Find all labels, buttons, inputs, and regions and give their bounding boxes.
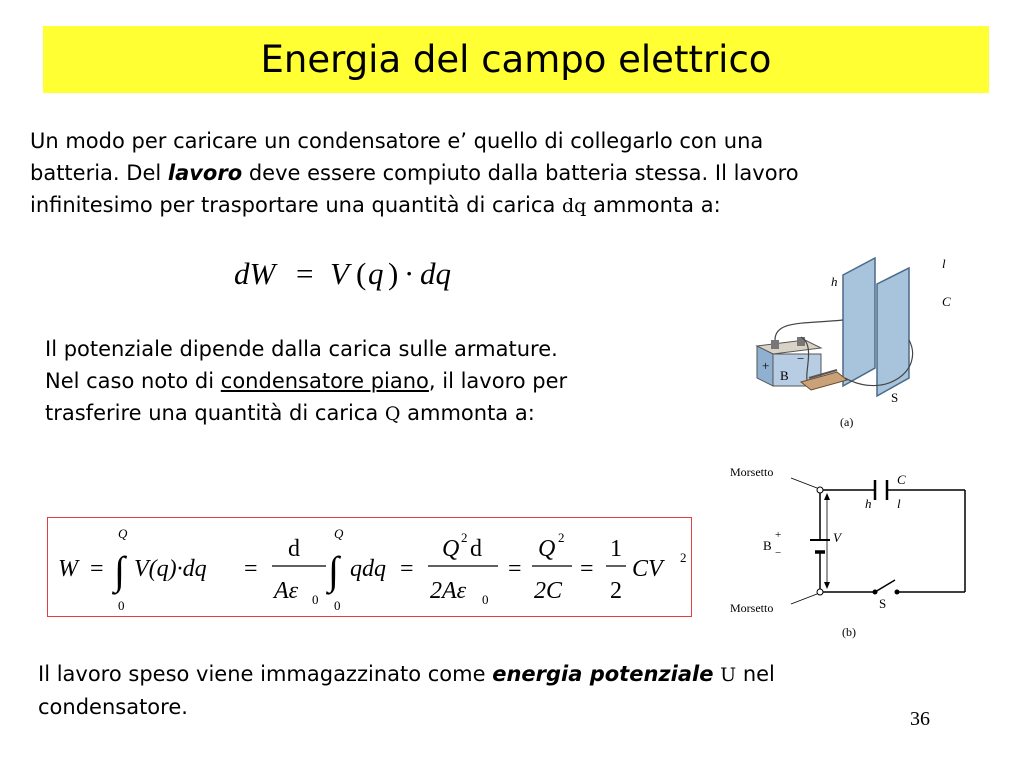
voltage-arrow-head-top [824,493,830,500]
f-eq4: = [508,556,522,582]
f-int1-upper: Q [118,526,128,541]
fig-a-label-plus: + [762,358,770,373]
intro-line3b: ammonta a: [586,193,721,217]
conclusion-paragraph [38,658,958,723]
f-eq2: = [244,556,258,582]
energy-formula [48,518,691,616]
fig-a-caption: (a) [840,415,854,429]
conclusion-line1a: Il lavoro speso viene immagazzinato come [38,662,493,686]
para2-line1: Il potenziale dipende dalla carica sulle armature. [45,337,558,361]
pointer-top [791,478,817,488]
f-int1-sign: ∫ [114,548,125,593]
fig-b-label-C: C [897,472,906,487]
f-frac1-den: Aε [274,578,299,604]
f-frac3-num: Q [538,536,556,562]
battery-terminal-plus [771,340,779,349]
f-eq5: = [580,556,594,582]
f-eq1: = [90,556,104,582]
wire-battery-plate [775,320,843,340]
fig-a-label-B: B [780,368,789,383]
f-final-exp: 2 [680,550,687,565]
eq1-rparen: ) [388,256,399,291]
switch-symbol-lever [875,580,895,592]
eq1-q: q [368,256,384,291]
figure-b-schematic [725,460,990,645]
fig-b-label-plus: + [775,529,782,541]
f-W: W [58,556,78,582]
fig-b-caption: (b) [842,625,856,639]
fig-a-label-l: l [942,256,946,271]
fig-b-label-B: B [763,538,772,553]
conclusion-line2: condensatore. [38,695,188,719]
eq1-dot: · [404,256,415,291]
f-frac2-d: d [470,536,482,562]
f-integrand2: qdq [350,556,386,582]
fig-a-label-minus: − [797,351,805,366]
intro-var-dq: dq [561,195,587,217]
para2-line2b: , il lavoro per [428,369,568,393]
f-int2-sign: ∫ [328,548,339,593]
fig-b-terminal-top: Morsetto [730,465,774,479]
fig-a-label-C: C [942,294,951,309]
figure-a-capacitor-circuit [745,250,975,435]
intro-line2b: deve essere compiuto dalla batteria stessa. Il lavoro [242,161,799,185]
fig-b-label-S: S [879,596,887,611]
intro-line1: Un modo per caricare un condensatore e’ quello di collegarlo con una [30,129,764,153]
fig-b-label-minus: − [775,547,782,559]
f-frac2-den: 2Aε [430,578,467,604]
f-frac2-num: Q [442,536,460,562]
fig-a-label-h: h [831,274,838,289]
f-frac3-exp: 2 [558,530,565,545]
intro-line3a: infinitesimo per trasportare una quantità di carica [30,193,562,217]
title-bar [43,26,989,93]
page-number: 36 [910,708,930,730]
equation-dw [230,250,490,295]
f-int2-lower: 0 [334,598,341,613]
terminal-top [817,487,823,493]
para2-line2a: Nel caso noto di [45,369,221,393]
f-integrand1: V(q)·dq [134,556,207,582]
f-eq3: = [400,556,414,582]
eq1-dq: dq [420,256,451,291]
conclusion-line1b: nel [736,662,775,686]
eq1-lhs: dW [234,256,276,291]
eq1-lparen: ( [356,256,367,291]
intro-bold-word: lavoro [167,161,243,185]
fig-b-label-h: h [865,496,872,511]
f-frac4-num: 1 [610,536,622,562]
f-int1-lower: 0 [118,598,125,613]
eq1-V: V [330,256,349,291]
para2-line3a: trasferire una quantità di carica [45,401,385,425]
f-int2-upper: Q [334,526,344,541]
fig-b-label-l: l [897,496,901,511]
capacitor-plate-left [843,258,875,386]
f-frac2-exp: 2 [461,530,468,545]
capacitor-plate-right [877,268,909,396]
pointer-bottom [791,594,817,604]
para2-line3b: ammonta a: [400,401,535,425]
fig-b-terminal-bottom: Morsetto [730,601,774,615]
conclusion-var-U: U [720,664,737,686]
parallel-plate-capacitor-text: condensatore piano [220,369,429,393]
f-final: CV [632,556,663,582]
energy-formula-box [47,517,692,617]
f-frac4-den: 2 [610,578,622,604]
voltage-arrow-head-bottom [824,582,830,589]
conclusion-bold: energia potenziale [492,662,714,686]
terminal-bottom [817,589,823,595]
slide-title: Energia del campo elettrico [260,38,772,81]
switch-contact-right [895,590,900,595]
fig-b-label-V: V [833,530,841,545]
f-frac1-sub: 0 [312,592,319,607]
potential-paragraph [45,333,705,430]
para2-var-Q: Q [384,403,401,425]
fig-a-label-S: S [891,390,899,405]
f-frac1-num: d [288,536,300,562]
intro-line2a: batteria. Del [30,161,168,185]
f-frac2-sub: 0 [482,592,489,607]
eq1-equals: = [296,256,314,291]
intro-paragraph [30,125,1005,222]
f-frac3-den: 2C [534,578,563,604]
